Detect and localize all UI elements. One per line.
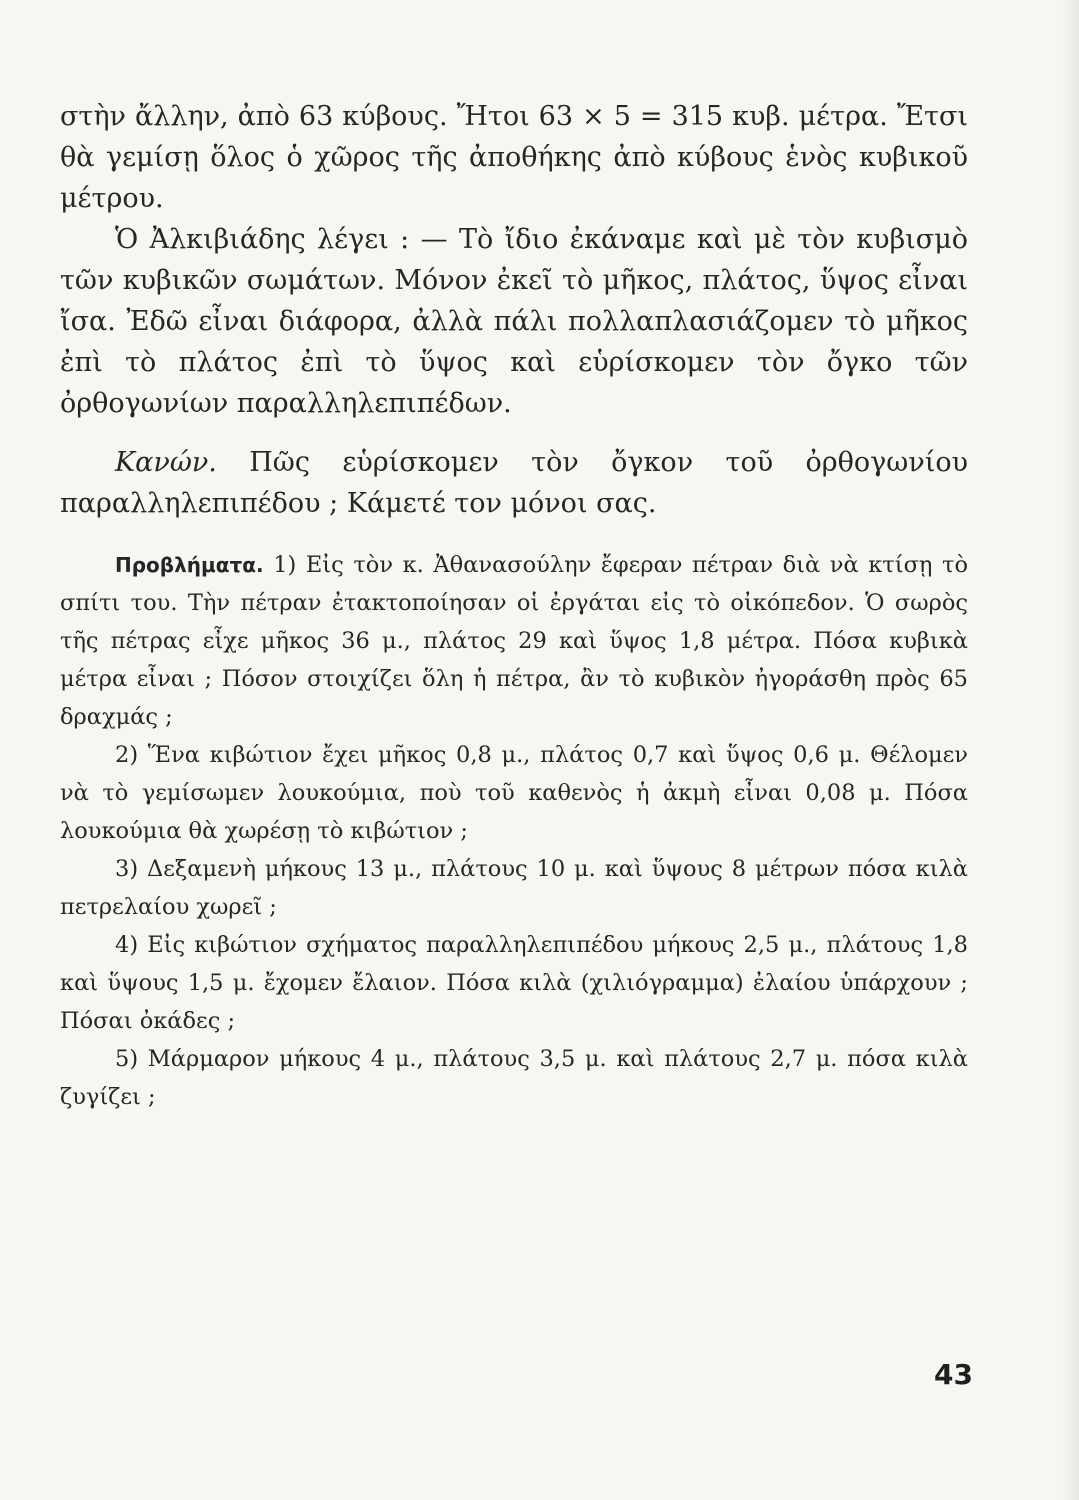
problem-item-3: 3) Δεξαμενὴ μήκους 13 μ., πλάτους 10 μ. καὶ ὕψους 8 μέτρων πόσα κιλὰ πετρελαίου χωρεῖ ;: [60, 856, 968, 920]
problem-item-2: 2) Ἕνα κιβώτιον ἔχει μῆκος 0,8 μ., πλάτος 0,7 καὶ ὕψος 0,6 μ. Θέλομεν νὰ τὸ γεμίσωμεν λουκούμια, ποὺ τοῦ καθενὸς ἡ ἀκμὴ εἶναι 0,08 μ. Πόσα λουκούμια θὰ χωρέσῃ τὸ κιβώτιον ;: [60, 742, 968, 844]
rule-paragraph: [60, 442, 968, 524]
problem-text-1: 1) Εἰς τὸν κ. Ἀθανασούλην ἔφεραν πέτραν διὰ νὰ κτίσῃ τὸ σπίτι του. Τὴν πέτραν ἐτακτοποίησαν οἱ ἐργάται εἰς τὸ οἰκόπεδον. Ὁ σωρὸς τῆς πέτρας εἶχε μῆκος 36 μ., πλάτος 29 καὶ ὕψος 1,8 μέτρα. Πόσα κυβικὰ μέτρα εἶναι ; Πόσον στοιχίζει ὅλη ἡ πέτρα, ἂν τὸ κυβικὸν ἠγοράσθη πρὸς 65 δραχμάς ;: [60, 552, 969, 730]
page-number: 43: [934, 1358, 973, 1391]
paragraph-continuation: στὴν ἄλλην, ἀπὸ 63 κύβους. Ἤτοι 63 × 5 = 315 κυβ. μέτρα. Ἔτσι θὰ γεμίσῃ ὅλος ὁ χῶρος τῆς ἀποθήκης ἀπὸ κύβους ἑνὸς κυβικοῦ μέτρου.: [60, 101, 968, 214]
rule-text: Πῶς εὑρίσκομεν τὸν ὄγκον τοῦ ὀρθογωνίου παραλληλεπιπέδου ; Κάμετέ τον μόνοι σας.: [60, 447, 968, 519]
problems-heading: Προβλήματα.: [115, 553, 264, 577]
problem-item-1: [60, 546, 968, 736]
body-text: [60, 96, 968, 1116]
problems-section: [60, 546, 968, 1116]
paragraph-alkiviadis: Ὁ Ἀλκιβιάδης λέγει : — Τὸ ἴδιο ἐκάναμε καὶ μὲ τὸν κυβισμὸ τῶν κυβικῶν σωμάτων. Μόνον ἐκεῖ τὸ μῆκος, πλάτος, ὕψος εἶναι ἴσα. Ἐδῶ εἶναι διάφορα, ἀλλὰ πάλι πολλαπλασιάζομεν τὸ μῆκος ἐπὶ τὸ πλάτος ἐπὶ τὸ ὕψος καὶ εὑρίσκομεν τὸν ὄγκο τῶν ὀρθογωνίων παραλληλεπιπέδων.: [60, 224, 968, 419]
rule-title: Κανών.: [115, 447, 217, 478]
problem-item-4: 4) Εἰς κιβώτιον σχήματος παραλληλεπιπέδου μήκους 2,5 μ., πλάτους 1,8 καὶ ὕψους 1,5 μ. ἔχομεν ἔλαιον. Πόσα κιλὰ (χιλιόγραμμα) ἐλαίου ὑπάρχουν ; Πόσαι ὀκάδες ;: [60, 932, 968, 1034]
page-edge-shadow: [1061, 0, 1079, 1500]
problem-item-5: 5) Μάρμαρον μήκους 4 μ., πλάτους 3,5 μ. καὶ πλάτους 2,7 μ. πόσα κιλὰ ζυγίζει ;: [60, 1046, 968, 1110]
